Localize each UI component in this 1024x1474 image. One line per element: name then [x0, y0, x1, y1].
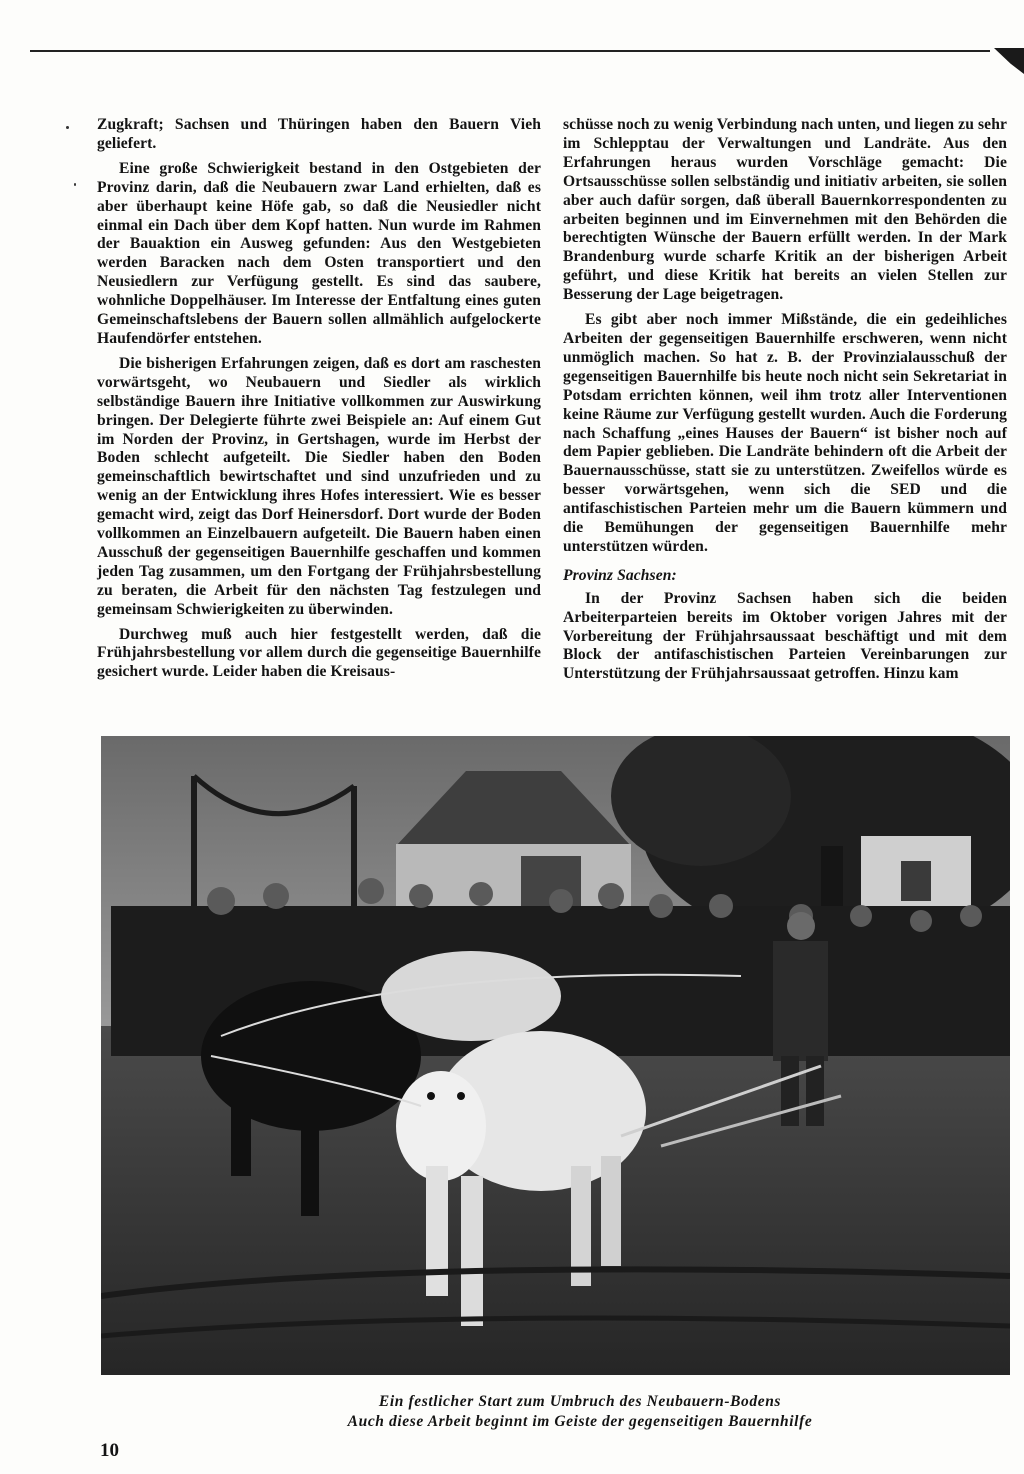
caption-line: Ein festlicher Start zum Umbruch des Neubauern-Bodens: [378, 1393, 782, 1410]
paragraph: In der Provinz Sachsen haben sich die beiden Arbeiterparteien bereits im Oktober vorigen Jahres mit der Vorbereitung der Frühjahrsaussaat beschäftigt und mit dem Block der antifaschistischen Parteien Vereinbarungen zur Unterstützung der Frühjahrsaussaat getroffen. Hinzu kam: [563, 589, 1007, 683]
page-corner-mark: [994, 48, 1024, 74]
caption-line: Auch diese Arbeit beginnt im Geiste der gegenseitigen Bauernhilfe: [347, 1413, 813, 1430]
print-speck: [74, 183, 76, 186]
paragraph: Durchweg muß auch hier festgestellt werden, daß die Frühjahrsbestellung vor allem durch die gegenseitige Bauernhilfe gesichert wurde. Leider haben die Kreisaus-: [97, 625, 541, 681]
page-number: 10: [100, 1440, 119, 1461]
paragraph: Eine große Schwierigkeit bestand in den Ostgebieten der Provinz darin, daß die Neubauern zwar Land erhielten, daß es aber überhaupt keine Höfe gab, so daß die Neusiedler nicht einmal ein Dach über dem Kopf hatten. Nun wurde im Rahmen der Bauaktion ein Ausweg gefunden: Aus den Westgebieten werden Baracken nach dem Osten transportiert und den Neusiedlern zur Verfügung gestellt. Es sind das saubere, wohnliche Doppelhäuser. Im Interesse der Entfaltung eines guten Gemeinschaftslebens der Bauern sollen allmählich aufgelockerte Haufendörfer entstehen.: [97, 159, 541, 347]
print-speck: [66, 126, 69, 129]
paragraph: Es gibt aber noch immer Mißstände, die ein gedeihliches Arbeiten der gegenseitigen Bauernhilfe erschweren, wenn nicht unmöglich machen. So hat z. B. der Provinzialausschuß der gegenseitigen Bauernhilfe bis heute noch nicht sein Sekretariat in Potsdam errichten können, weil ihm trotz aller Interventionen keine Räume zur Verfügung gestellt wurden. Auch die Forderung nach Schaffung „eines Hauses der Bauern“ ist bisher noch auf dem Papier geblieben. Die Landräte behindern oft die Arbeit der Bauernausschüsse, statt sie zu unterstützen. Zweifellos würde es besser vorwärtsgehen, wenn sich die SED und die antifaschistischen Parteien mehr um die Bauern kümmern und die Bemühungen der gegenseitigen Bauernhilfe mehr unterstützen würden.: [563, 311, 1007, 555]
paragraph: Die bisherigen Erfahrungen zeigen, daß es dort am raschesten vorwärtsgeht, wo Neubauern und Siedler als wirklich selbständige Bauern ihre Initiative vollkommen zur Auswirkung bringen. Der Delegierte führte zwei Beispiele an: Auf einem Gut im Norden der Provinz, in Gertshagen, wurde im Herbst der Boden schlecht aufgeteilt. Die Siedler haben den Boden gemeinschaftlich bewirtschaftet und sind unzufrieden und zu wenig an der Entwicklung ihres Hofes interessiert. Wie es besser gemacht wird, zeigt das Dorf Heinersdorf. Dort wurde der Boden vollkommen an Einzelbauern aufgeteilt. Die Bauern haben einen Ausschuß der gegenseitigen Bauernhilfe geschaffen und kommen jeden Tag zusammen, um den Fortgang der Frühjahrsbestellung zu beraten, die Arbeit für den nächsten Tag festzulegen und gemeinsam Schwierigkeiten zu überwinden.: [97, 354, 541, 618]
article-left-column: [97, 116, 541, 688]
article-right-column: [563, 116, 1007, 690]
photo-caption: [230, 1392, 930, 1432]
paragraph: Zugkraft; Sachsen und Thüringen haben den Bauern Vieh geliefert.: [97, 116, 541, 152]
photograph-icon: [101, 736, 1010, 1375]
paragraph: schüsse noch zu wenig Verbindung nach unten, und liegen zu sehr im Schlepptau der Verwaltungen und Landräte. Aus den Erfahrungen heraus wurden Vorschläge gemacht: Die Ortsausschüsse sollen selbständig und initiativ arbeiten, sie sollen aber auch dafür sorgen, daß überall Bauernkorrespondenten zu arbeiten beginnen und im Einvernehmen mit den Behörden die berechtigten Wünsche der Bauern erfüllt werden. In der Mark Brandenburg wurde scharfe Kritik an der bisherigen Arbeit geführt, und diese Kritik hat bereits an vielen Stellen zur Besserung der Lage beigetragen.: [563, 116, 1007, 304]
section-subheading: Provinz Sachsen:: [563, 566, 677, 584]
news-photograph: [101, 736, 1010, 1375]
top-rule: [30, 50, 990, 52]
